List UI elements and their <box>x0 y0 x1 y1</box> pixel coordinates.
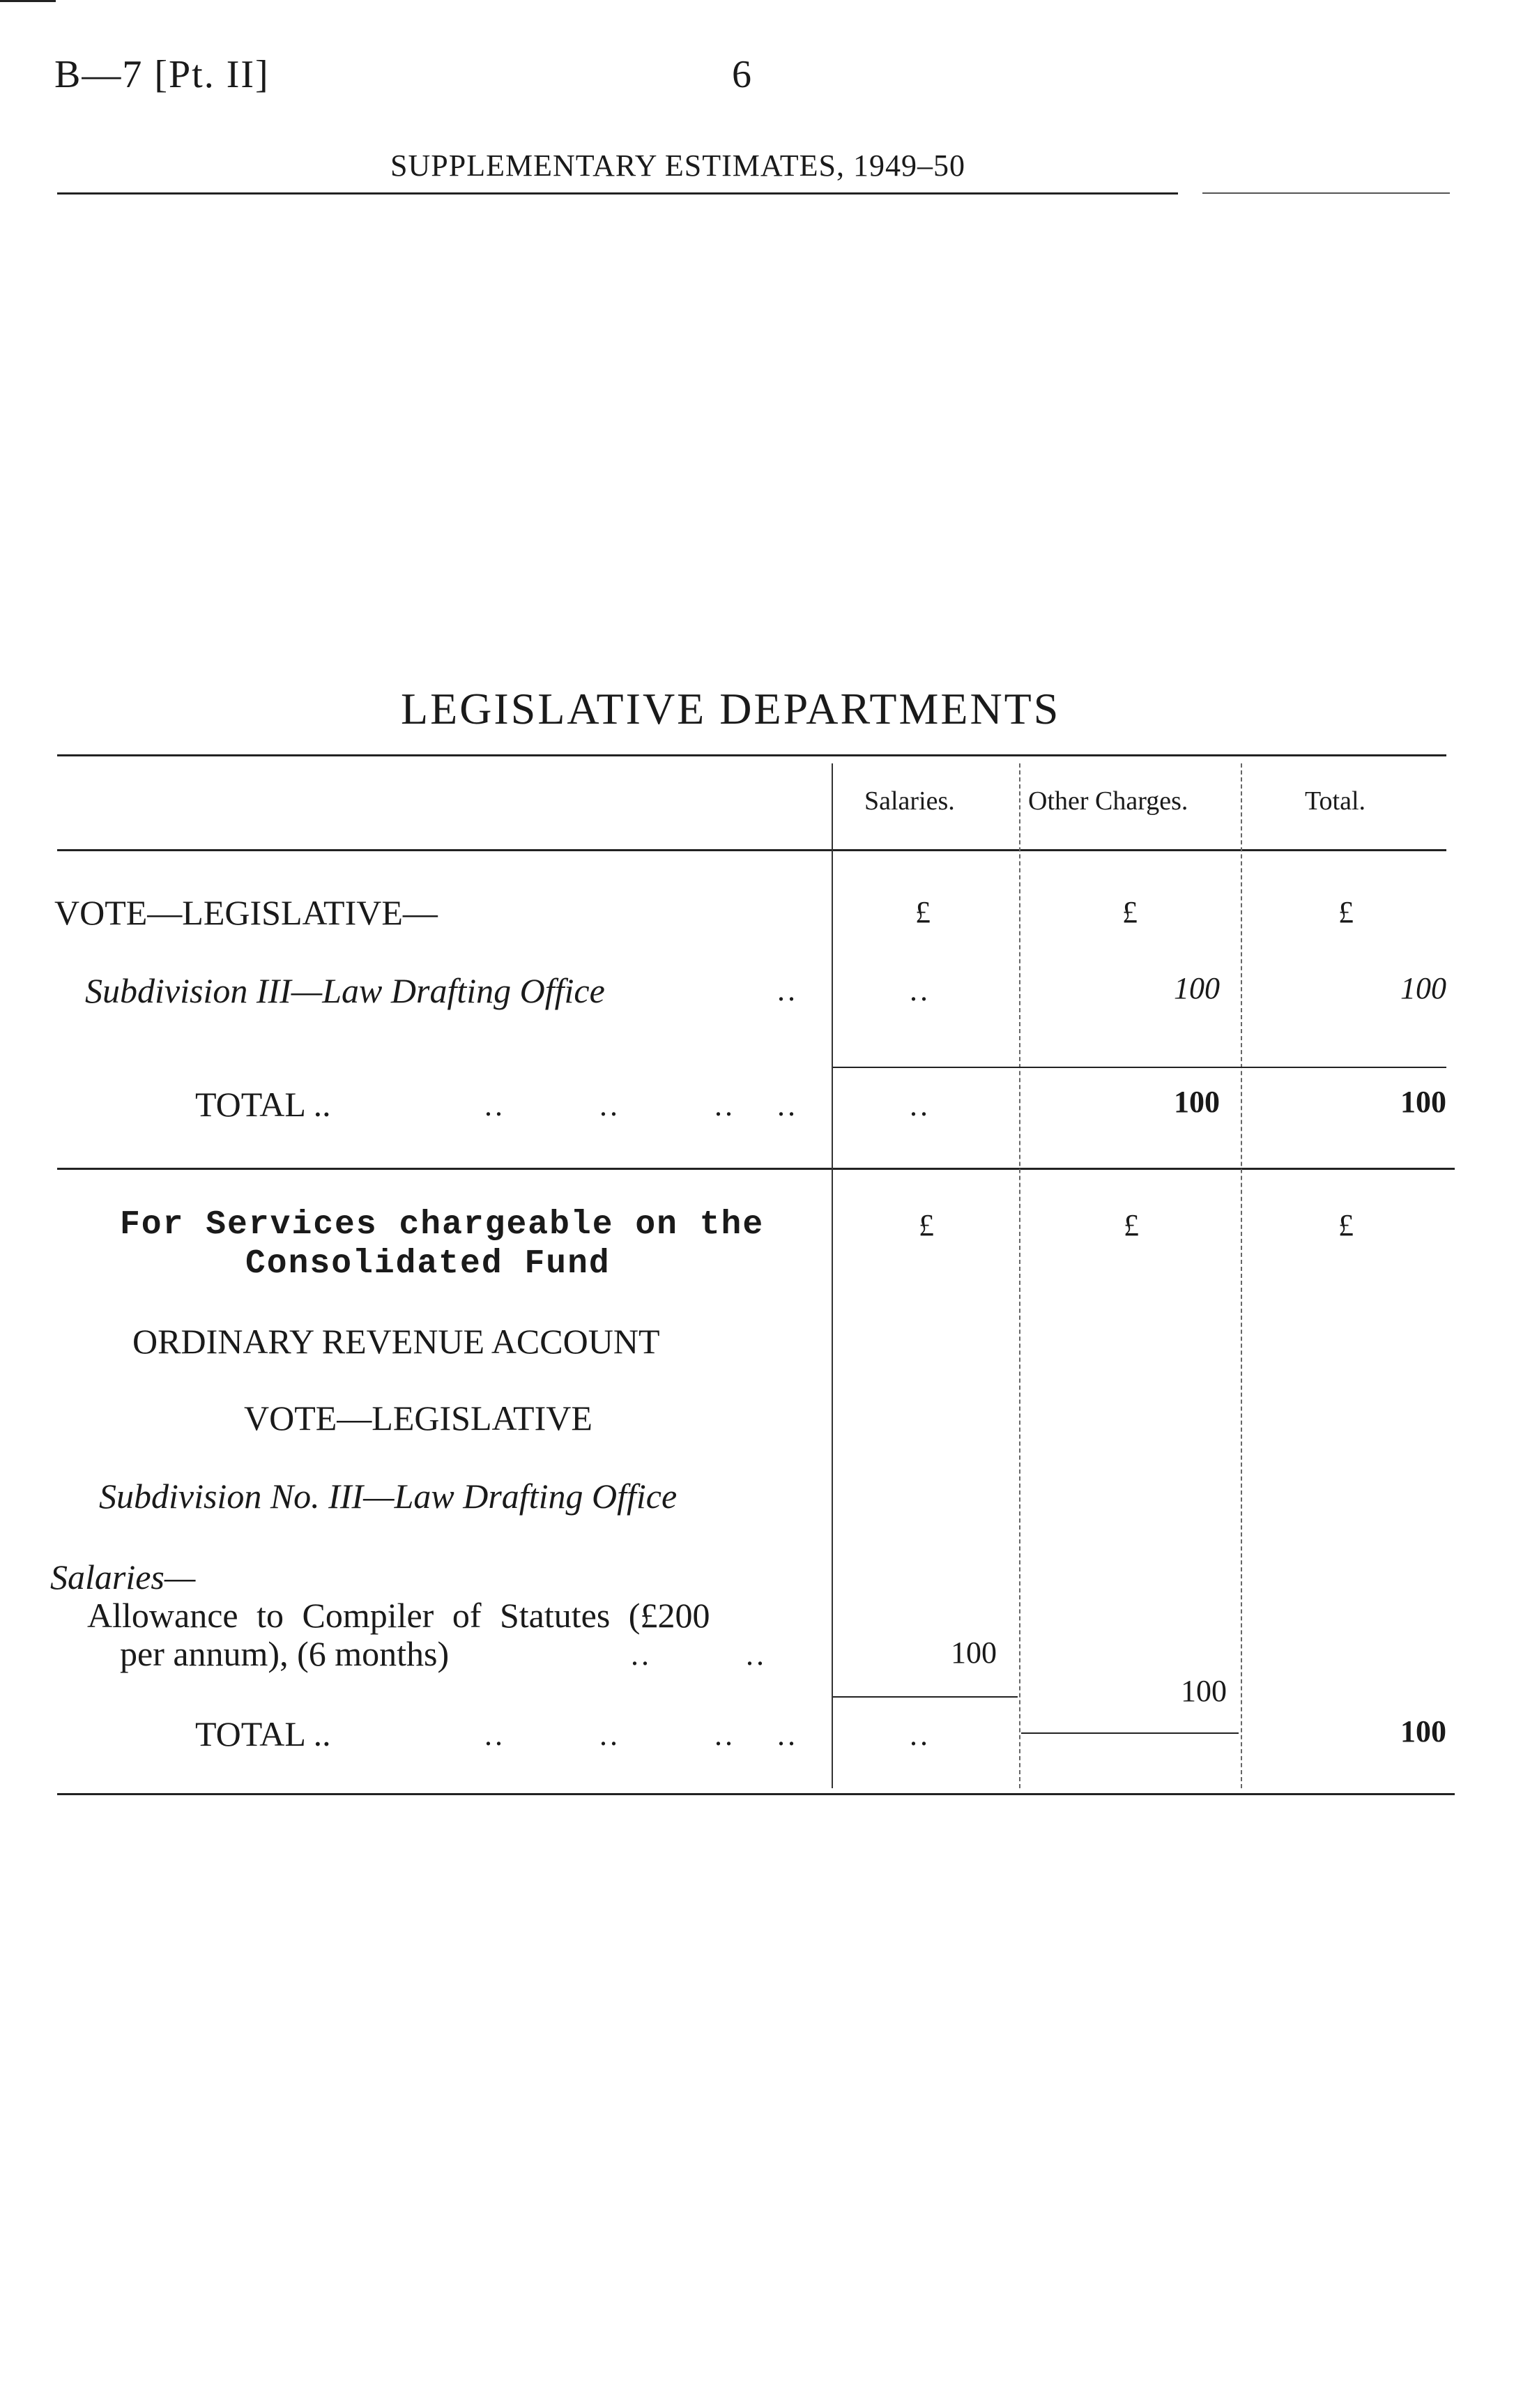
part2-total-leader: .. .. .. <box>484 1718 735 1752</box>
allowance-item-line1: Allowance to Compiler of Statutes (£200 <box>87 1596 710 1635</box>
part1-total-rule <box>833 1067 1446 1068</box>
part2-pound-total: £ <box>1338 1208 1354 1242</box>
part2-pound-salaries: £ <box>919 1208 934 1242</box>
pound-other-charges: £ <box>1122 895 1138 929</box>
allowance-item-line2: per annum), (6 months) <box>120 1634 450 1673</box>
part2-total-salaries-value: .. <box>910 1718 931 1752</box>
part1-total-label: TOTAL .. <box>195 1085 331 1124</box>
table-top-rule <box>57 754 1446 756</box>
subdivision-other-charges-value: 100 <box>1174 971 1220 1005</box>
salaries-heading: Salaries— <box>50 1557 196 1597</box>
allowance-other-charges-value: 100 <box>1181 1674 1227 1708</box>
part1-total-value: 100 <box>1400 1085 1446 1119</box>
allowance-salaries-value: 100 <box>951 1636 997 1670</box>
section-title: LEGISLATIVE DEPARTMENTS <box>401 684 1061 733</box>
consolidated-fund-heading-line1: For Services chargeable on the <box>120 1206 765 1244</box>
column-heading-salaries: Salaries. <box>864 786 955 816</box>
pound-total: £ <box>1338 895 1354 929</box>
header-rule-right <box>1202 192 1450 194</box>
part2-subdivision-label: Subdivision No. III—Law Drafting Office <box>99 1477 678 1516</box>
column-divider-other <box>1019 763 1020 1788</box>
other-charges-subtotal-rule <box>1021 1732 1239 1734</box>
table-head-rule <box>57 849 1446 851</box>
subdivision-label: Subdivision III—Law Drafting Office <box>85 971 605 1010</box>
part2-total-leader-end: .. <box>777 1718 798 1752</box>
column-heading-total: Total. <box>1305 786 1366 816</box>
part1-total-leader-end: .. <box>777 1088 798 1122</box>
subdivision-leader: .. <box>777 973 798 1007</box>
column-divider-total <box>1241 763 1242 1788</box>
table-bottom-rule <box>57 1793 1455 1795</box>
salaries-subtotal-rule <box>833 1696 1018 1698</box>
consolidated-fund-heading-line2: Consolidated Fund <box>245 1245 611 1283</box>
subdivision-salaries-value: .. <box>910 973 931 1007</box>
label-column-heading-dash <box>0 0 56 2</box>
subdivision-total-value: 100 <box>1400 971 1446 1005</box>
column-divider-salaries <box>832 763 833 1788</box>
part1-total-other-charges-value: 100 <box>1174 1085 1220 1119</box>
pound-salaries: £ <box>915 895 931 929</box>
allowance-item-leader: .. .. <box>631 1638 767 1672</box>
part2-total-label: TOTAL .. <box>195 1714 331 1753</box>
page-number: 6 <box>732 53 751 96</box>
vote-heading: VOTE—LEGISLATIVE— <box>54 893 438 932</box>
part1-bottom-rule <box>57 1168 1455 1170</box>
column-heading-other-charges: Other Charges. <box>1028 786 1188 816</box>
part1-total-leader: .. .. .. <box>484 1088 735 1122</box>
page-identifier: B—7 [Pt. II] <box>54 53 270 96</box>
account-heading: ORDINARY REVENUE ACCOUNT <box>132 1322 660 1361</box>
vote-subheading: VOTE—LEGISLATIVE <box>244 1399 592 1438</box>
running-head: SUPPLEMENTARY ESTIMATES, 1949–50 <box>390 148 966 183</box>
part1-total-salaries-value: .. <box>910 1088 931 1122</box>
part2-pound-other-charges: £ <box>1124 1208 1139 1242</box>
header-rule <box>57 192 1178 195</box>
part2-total-value: 100 <box>1400 1714 1446 1748</box>
